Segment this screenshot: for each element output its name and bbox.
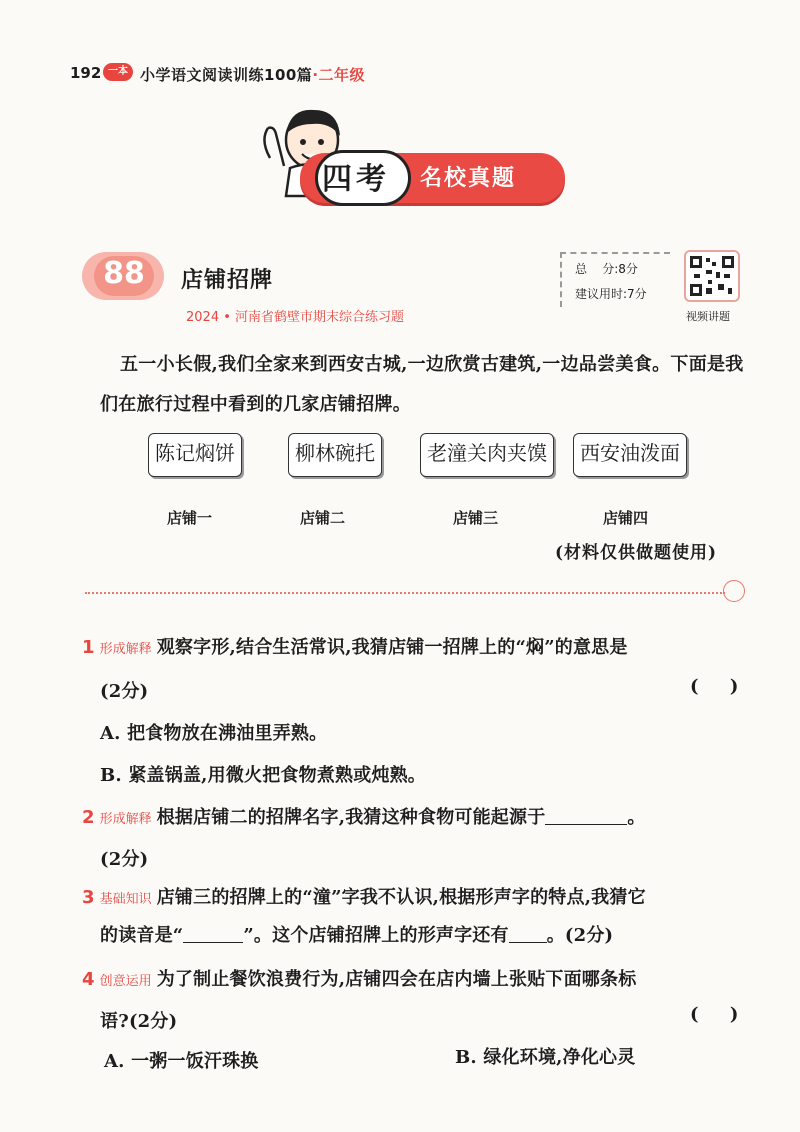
divider-flower-icon: [723, 580, 745, 602]
shop-label-4: 店铺四: [603, 509, 649, 527]
question-4-stem: 为了制止餐饮浪费行为,店铺四会在店内墙上张贴下面哪条标: [156, 969, 637, 990]
banner-title: 名校真题: [420, 166, 517, 191]
series-title-text: 小学语文阅读训练100篇: [140, 66, 313, 84]
section-divider: [85, 592, 725, 594]
question-3-stem-c: 。(2分): [546, 925, 614, 946]
banner-sikao: 四考: [322, 162, 390, 197]
question-3-line-2: [100, 924, 613, 948]
grade-label: 二年级: [318, 66, 366, 84]
question-1-option-a[interactable]: A. 把食物放在沸油里弄熟。: [100, 723, 328, 744]
question-1-answer-paren[interactable]: ( ): [690, 676, 739, 697]
question-1-option-b[interactable]: B. 紧盖锅盖,用微火把食物煮熟或炖熟。: [100, 765, 427, 786]
series-dot: ·: [312, 66, 319, 84]
question-3-char-blank[interactable]: [509, 925, 547, 943]
material-note: (材料仅供做题使用): [555, 543, 718, 563]
qr-code[interactable]: [684, 250, 740, 302]
question-3-number: 3: [82, 887, 95, 908]
question-1-score: (2分): [100, 681, 149, 702]
question-2-number: 2: [82, 807, 95, 828]
lesson-title: 店铺招牌: [181, 267, 274, 293]
question-2: [82, 806, 646, 830]
question-3-stem-b: ”。这个店铺招牌上的形声字还有: [243, 925, 509, 946]
question-1-stem: 观察字形,结合生活常识,我猜店铺一招牌上的“焖”的意思是: [156, 637, 628, 658]
question-2-answer-blank[interactable]: [545, 807, 627, 825]
question-3-stem: 店铺三的招牌上的“潼”字我不认识,根据形声字的特点,我猜它: [156, 887, 646, 908]
shop-sign-1: 陈记焖饼: [148, 433, 242, 477]
question-3-tag: 基础知识: [99, 892, 152, 907]
series-title: [140, 64, 365, 85]
question-2-score: (2分): [100, 849, 149, 870]
question-3-stem-a: 的读音是“: [100, 925, 184, 946]
question-1-tag: 形成解释: [99, 642, 152, 657]
shop-label-1: 店铺一: [167, 509, 213, 527]
question-4-option-a[interactable]: A. 一粥一饭汗珠换: [104, 1051, 259, 1072]
question-1: [82, 636, 628, 660]
qr-code-icon: [690, 256, 734, 296]
question-3-pinyin-blank[interactable]: [183, 925, 243, 943]
lesson-number: 88: [103, 256, 145, 291]
total-score: 总 分:8分: [575, 262, 638, 276]
suggested-time: 建议用时:7分: [575, 287, 647, 301]
passage-paragraph: 五一小长假,我们全家来到西安古城,一边欣赏古建筑,一边品尝美食。下面是我们在旅行过程中看到的几家店铺招牌。: [100, 354, 744, 415]
shop-label-2: 店铺二: [300, 509, 346, 527]
shop-sign-2: 柳林碗托: [288, 433, 382, 477]
question-4-score: 语?(2分): [100, 1011, 178, 1032]
question-4-answer-paren[interactable]: ( ): [690, 1004, 739, 1025]
question-2-stem: 根据店铺二的招牌名字,我猜这种食物可能起源于: [156, 807, 546, 828]
question-4-tag: 创意运用: [99, 974, 152, 989]
question-1-number: 1: [82, 637, 95, 658]
lesson-source: 2024 • 河南省鹤壁市期末综合练习题: [186, 310, 405, 325]
shop-sign-4: 西安油泼面: [573, 433, 687, 477]
shop-label-3: 店铺三: [453, 509, 499, 527]
page-number: 192: [70, 64, 102, 82]
question-4-option-b[interactable]: B. 绿化环境,净化心灵: [455, 1047, 636, 1068]
shop-sign-3: 老潼关肉夹馍: [420, 433, 554, 477]
question-4: [82, 968, 636, 992]
question-2-stem-end: 。: [627, 807, 646, 828]
question-3: [82, 886, 646, 910]
question-2-tag: 形成解释: [99, 812, 152, 827]
series-logo: 一本: [103, 63, 133, 81]
qr-video-label: 视频讲题: [686, 310, 730, 323]
question-4-number: 4: [82, 969, 95, 990]
